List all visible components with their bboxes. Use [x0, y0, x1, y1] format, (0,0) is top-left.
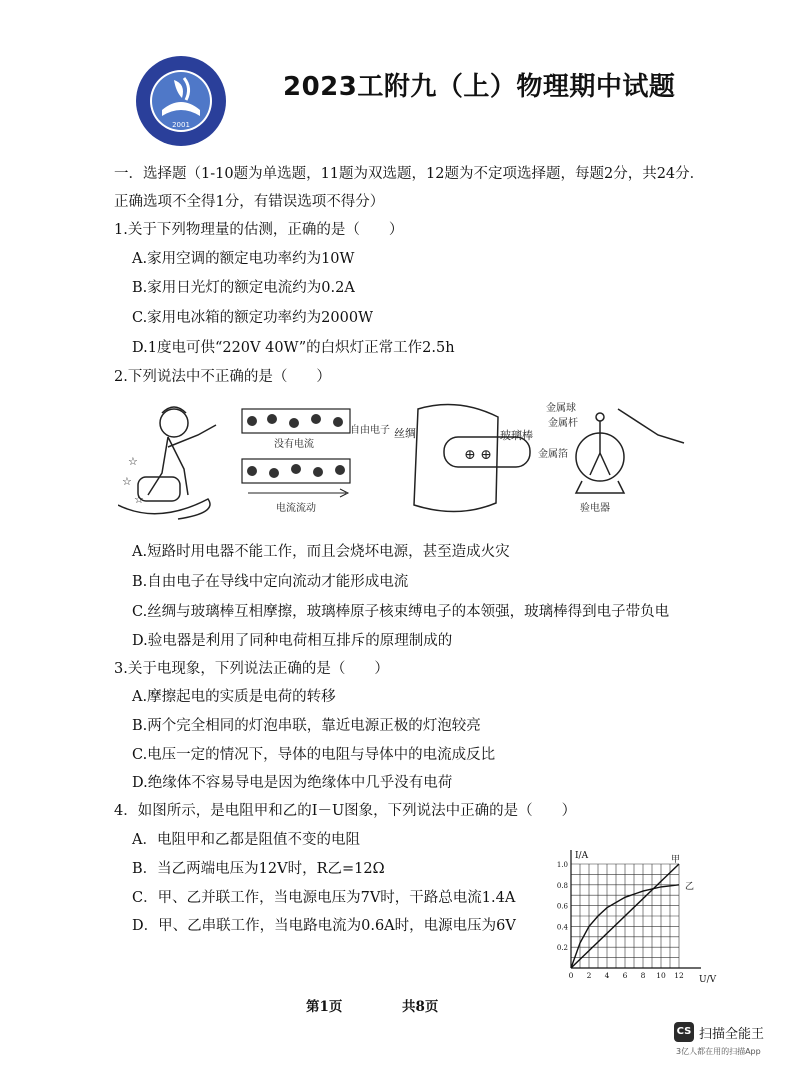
series-label-yi: 乙 [685, 881, 695, 892]
y-tick-label: 0.2 [556, 944, 568, 953]
silk-glass-rod-illustration [414, 405, 530, 512]
question-2-option-c: C.丝绸与玻璃棒互相摩擦，玻璃棒原子核束缚电子的本领强，玻璃棒得到电子带负电 [132, 604, 670, 620]
question-3-option-c: C.电压一定的情况下，导体的电阻与导体中的电流成反比 [132, 747, 496, 763]
camscanner-tagline: 3亿人都在用的扫描App [676, 1047, 761, 1056]
question-1-option-d: D.1度电可供“220V 40W”的白炽灯正常工作2.5h [132, 340, 455, 356]
question-3-option-b: B.两个完全相同的灯泡串联，靠近电源正极的灯泡较亮 [132, 718, 481, 734]
question-4-option-d: D．甲、乙串联工作，当电路电流为0.6A时，电源电压为6V [132, 918, 516, 934]
label-no-current: 没有电流 [274, 439, 314, 450]
question-3-option-a: A.摩擦起电的实质是电荷的转移 [132, 689, 336, 705]
question-1-option-a: A.家用空调的额定电功率约为10W [132, 251, 355, 267]
section-heading-line1: 一．选择题（1-10题为单选题，11题为双选题，12题为不定项选择题，每题2分，共24分． [114, 166, 705, 182]
x-tick-label: 4 [604, 971, 610, 980]
svg-text:☆: ☆ [128, 455, 138, 468]
x-tick-label: 10 [656, 971, 666, 980]
label-metal-foil: 金属箔 [538, 449, 568, 460]
question-2-option-b: B.自由电子在导线中定向流动才能形成电流 [132, 574, 409, 590]
question-4-option-c: C．甲、乙并联工作，当电源电压为7V时，干路总电流1.4A [132, 890, 516, 906]
label-metal-ball: 金属球 [546, 403, 576, 414]
question-2-figures [118, 395, 688, 525]
svg-text:☆: ☆ [122, 475, 132, 488]
section-heading-line2: 正确选项不全得1分，有错误选项不得分） [114, 194, 385, 210]
svg-text:⊕ ⊕: ⊕ ⊕ [464, 447, 492, 463]
camscanner-logo: CS [674, 1022, 694, 1042]
question-2-option-d: D.验电器是利用了同种电荷相互排斥的原理制成的 [132, 633, 453, 649]
x-tick-label: 6 [622, 971, 628, 980]
x-tick-label: 8 [640, 971, 646, 980]
y-axis-label: I/A [575, 851, 589, 861]
x-tick-label: 12 [674, 971, 684, 980]
y-tick-label: 0.6 [556, 902, 568, 911]
page-number: 第1页 [306, 999, 343, 1015]
y-tick-label: 0.4 [556, 923, 568, 932]
camscanner-name: 扫描全能王 [699, 1027, 765, 1042]
question-4-option-a: A．电阻甲和乙都是阻值不变的电阻 [132, 832, 360, 848]
question-1-stem: 1.关于下列物理量的估测，正确的是（ ） [114, 222, 404, 238]
x-tick-label: 0 [568, 971, 574, 980]
x-axis-label: U/V [699, 975, 717, 985]
x-tick-label: 2 [586, 971, 592, 980]
question-1-option-c: C.家用电冰箱的额定功率约为2000W [132, 310, 373, 326]
logo-year: 2001 [172, 121, 190, 129]
electron-flow-illustration [242, 409, 350, 497]
label-silk: 丝绸 [394, 427, 416, 440]
series-label-jia: 甲 [671, 855, 681, 865]
svg-text:☆: ☆ [134, 493, 144, 506]
question-2-stem: 2.下列说法中不正确的是（ ） [114, 369, 331, 385]
total-pages: 共8页 [402, 999, 439, 1015]
question-4-stem: 4．如图所示，是电阻甲和乙的I－U图象，下列说法中正确的是（ ） [114, 803, 577, 819]
y-tick-label: 0.8 [556, 881, 568, 890]
question-4-option-b: B．当乙两端电压为12V时，R乙=12Ω [132, 861, 385, 877]
school-logo [134, 54, 228, 148]
page-title: 2023工附九（上）物理期中试题 [283, 72, 676, 102]
question-2-option-a: A.短路时用电器不能工作，而且会烧坏电源，甚至造成火灾 [132, 544, 510, 560]
label-glass-rod: 玻璃棒 [500, 429, 533, 442]
label-metal-rod: 金属杆 [548, 418, 578, 429]
y-tick-label: 1.0 [556, 861, 568, 869]
iu-graph [545, 838, 725, 988]
label-electroscope: 验电器 [580, 503, 610, 514]
question-3-stem: 3.关于电现象，下列说法正确的是（ ） [114, 661, 389, 677]
electroscope-illustration [576, 409, 684, 493]
short-circuit-illustration [118, 407, 216, 519]
label-free-electron: 自由电子 [350, 425, 390, 436]
label-current-flow: 电流流动 [276, 503, 316, 514]
question-1-option-b: B.家用日光灯的额定电流约为0.2A [132, 280, 355, 296]
question-3-option-d: D.绝缘体不容易导电是因为绝缘体中几乎没有电荷 [132, 775, 453, 791]
